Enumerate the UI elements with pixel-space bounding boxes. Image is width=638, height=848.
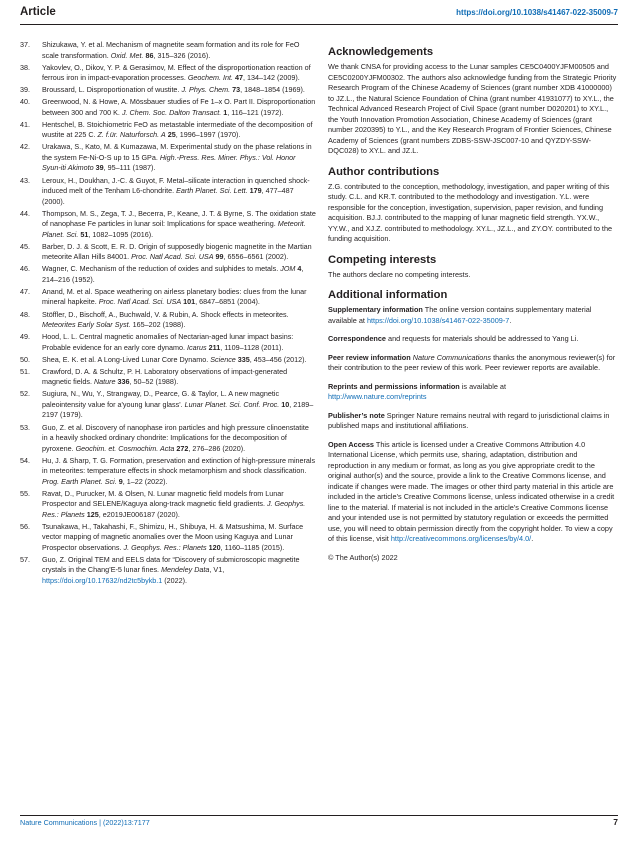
reference-volume: 272 [176, 443, 189, 453]
reference-item [20, 355, 316, 366]
reference-number: 39. [20, 85, 30, 95]
open-access-lead: Open Access [328, 439, 374, 449]
reference-item [20, 367, 316, 388]
reference-number: 55. [20, 488, 30, 498]
reference-item [20, 310, 316, 331]
reference-item [20, 242, 316, 263]
reference-journal: Meteorites Early Solar Syst. [42, 320, 131, 330]
competing-interests-section [328, 254, 618, 281]
reference-segment: , 116–121 (1972). [227, 107, 284, 117]
competing-interests-heading: Competing interests [328, 253, 437, 266]
correspondence-lead: Correspondence [328, 334, 386, 343]
reference-item [20, 287, 316, 308]
reference-text [42, 97, 315, 117]
reference-item [20, 555, 316, 587]
reference-segment: (2022). [162, 575, 188, 585]
reference-segment: Leroux, H., Doukhan, J.-C. & Guyot, F. Metal–silicate interaction in quenched shock-induced melt of the Tenham L6-chondrite. [42, 175, 310, 196]
reference-number: 54. [20, 455, 30, 465]
reference-item [20, 209, 316, 241]
reference-journal: Meteorit. Planet. Sci. [42, 219, 306, 239]
reference-segment: Anand, M. et al. Space weathering on airless planetary bodies: clues from the lunar mineral hapkeite. [42, 286, 307, 307]
reference-segment: , 1848–1854 (1969). [240, 85, 305, 95]
reference-text [42, 355, 307, 364]
reference-item [20, 264, 316, 285]
reference-segment: Tsunakawa, H., Takahashi, F., Shimizu, H., Shibuya, H. & Matsushima, M. Surface vector mapping of magnetic anomalies over the Moon using Kaguya and Lunar Prospector observations. [42, 521, 304, 552]
reference-journal: Geochim. et. Cosmochim. Acta [75, 443, 175, 453]
reference-journal: J. Chem. Soc. Dalton Transact. [121, 107, 222, 117]
reference-text [42, 489, 305, 519]
reference-volume: 25 [167, 130, 176, 140]
reference-number: 46. [20, 264, 30, 274]
reference-segment: , 453–456 (2012). [249, 354, 307, 364]
reference-journal: JOM [280, 264, 296, 274]
reference-number: 42. [20, 142, 30, 152]
reference-volume: 4 [297, 264, 302, 274]
reference-segment: , 1160–1185 (2015). [220, 542, 285, 552]
reference-segment: , 1082–1095 (2016). [88, 229, 154, 239]
reference-segment: , 50–52 (1988). [129, 377, 179, 387]
reprints-text: is available at [459, 381, 507, 391]
reference-item [20, 85, 316, 96]
author-contributions-text: Z.G. contributed to the conception, methodology, investigation, and paper writing of this study. C.L. and KR.T. contributed to the methodology and investigation. Y.L. were responsible for the conception, investigation, supervision, paper revision, and funding acquisition. BJ.J. contributed to the mapping of lunar magnetic field strength. YX.W., YY.W., and XJ.Z. contributed to methodology. XY.L., JZ.L., and ZY.OY. contributed to the funding acquisition. [328, 181, 613, 243]
back-matter-column [328, 46, 618, 563]
reference-text [42, 40, 299, 60]
correspondence-text: and requests for materials should be addressed to Yang Li. [385, 334, 579, 343]
reference-segment: Shizukawa, Y. et al. Mechanism of magnetite seam formation and its role for FeO scale transformation. [42, 40, 300, 60]
reference-journal: Science [210, 354, 236, 364]
reference-text [42, 310, 289, 330]
reference-journal: High.-Press. Res. Miner. Phys.: Vol. Honor Syun-iti Akimoto [42, 152, 296, 173]
reference-segment: Barber, D. J. & Scott, E. R. D. Origin of supposedly biogenic magnetite in the Martian meteorite Allan Hills 84001. [42, 241, 312, 262]
reference-volume: 73 [232, 85, 241, 95]
reference-segment: Broussard, L. Disproportionation of wustite. [42, 85, 182, 95]
reference-segment: , 214–216 (1952). [42, 264, 304, 284]
reference-volume: 99 [215, 252, 224, 262]
reference-text [42, 389, 313, 419]
reference-number: 51. [20, 366, 30, 376]
open-access-end: . [531, 534, 534, 543]
reference-number: 44. [20, 208, 30, 218]
reference-volume: 335 [237, 354, 250, 364]
reference-number: 37. [20, 40, 30, 49]
supplementary-information-paragraph: Supplementary information The online version contains supplementary material available at https://doi.org/10.1038/s41467-022-35009-7. [328, 305, 592, 325]
reference-segment: Wagner, C. Mechanism of the reduction of oxides and sulphides to metals. [42, 264, 281, 274]
open-access-paragraph [328, 440, 618, 545]
reference-segment: Shea, E. K. et al. A Long-Lived Lunar Core Dynamo. [42, 354, 211, 364]
reference-text [42, 264, 303, 284]
reference-text [42, 367, 287, 387]
reference-item [20, 176, 316, 208]
reference-number: 47. [20, 286, 30, 296]
page-number: 7 [613, 817, 618, 827]
reference-number: 41. [20, 119, 30, 129]
reference-journal: Icarus [187, 342, 207, 352]
reference-segment: , e2019JE006187 (2020). [98, 509, 180, 519]
reference-journal: Geochem. Int. [187, 73, 233, 83]
reprints-paragraph [328, 382, 618, 403]
reference-volume: 211 [208, 342, 221, 352]
reference-text [42, 120, 312, 140]
author-contributions-section [328, 166, 618, 245]
publisher-note-text: Springer Nature remains neutral with regard to jurisdictional claims in published maps and institutional affiliations. [328, 410, 610, 430]
supplementary-information-link[interactable]: https://doi.org/10.1038/s41467-022-35009-7 [366, 315, 510, 325]
reference-segment: , 315–326 (2016). [153, 50, 211, 60]
reference-journal: Lunar Planet. Sci. Conf. Proc. [184, 399, 280, 409]
reference-volume: 101 [183, 297, 196, 307]
reference-text [42, 423, 309, 453]
competing-interests-text: The authors declare no competing interests. [328, 269, 471, 279]
reference-text [42, 242, 312, 262]
reference-text [42, 85, 305, 94]
reference-volume: 1 [223, 107, 228, 117]
peer-review-text: thanks the anonymous reviewer(s) for their contribution to the peer review of this work. Peer reviewer reports are available. [328, 352, 616, 372]
reference-volume: 86 [145, 50, 154, 60]
reference-volume: 47 [234, 73, 243, 83]
reference-segment: , 2189–2197 (1979). [42, 399, 314, 420]
doi-link[interactable]: https://doi.org/10.1038/s41467-022-35009-7 [456, 8, 618, 17]
reprints-link[interactable]: http://www.nature.com/reprints [328, 392, 427, 401]
author-contributions-heading: Author contributions [328, 165, 440, 178]
reference-text [42, 522, 303, 552]
reference-number: 38. [20, 62, 30, 72]
license-link[interactable]: http://creativecommons.org/licenses/by/4.0/ [390, 534, 532, 543]
reference-segment: , 6847–6851 (2004). [195, 297, 260, 307]
acknowledgements-text: We thank CNSA for providing access to the Lunar samples CE5C0400YJFM00505 and CE5C0200YJFM00302. The authors also acknowledge funding from the Strategic Priority Research Program of the Chinese Academy of Sciences (grant number XDB 41000000) to JZ.L., the Natural Science Foundation of China (grant number 41931077) to XY.L., the Technical Advanced Research Project of Civil Space (grant number D020201) to XY.L., the Youth Innovation Promotion Association, Chinese Academy of Sciences (grant number 2020395) to Y.L., and the Key Research Program of Frontier Sciences, Chinese Academy of Sciences (grant numbers ZDBS-SSW-JSC007-10 and QYZDY-SSW-DQC028) to XY.L. and JZ.L. [328, 62, 617, 155]
open-access-text: This article is licensed under a Creative Commons Attribution 4.0 International License, which permits use, sharing, adaptation, distribution and reproduction in any medium or format, as long as you give appropriate credit to the original author(s) and the source, provide a link to the Creative Commons license, and indicate if changes were made. The images or other third party material in this article are included in the article’s Creative Commons license, unless indicated otherwise in a credit line to the material. If material is not included in the article’s Creative Commons license and your intended use is not permitted by statutory regulation or exceeds the permitted use, you will need to obtain permission directly from the copyright holder. To view a copy of this license, visit [328, 439, 615, 543]
correspondence-paragraph [328, 334, 618, 345]
acknowledgements-section [328, 46, 618, 157]
peer-review-paragraph [328, 353, 618, 374]
reference-journal: Earth Planet. Sci. Lett. [176, 186, 248, 196]
reference-volume: 179 [249, 186, 262, 196]
reference-segment: Crawford, D. A. & Schultz, P. H. Laboratory observations of impact-generated magnetic fields. [42, 366, 288, 387]
reference-number: 53. [20, 422, 30, 432]
copyright-notice: © The Author(s) 2022 [328, 552, 398, 562]
reference-journal: J. Geophys. Res.: Planets [123, 542, 207, 552]
reference-volume: 125 [86, 509, 99, 519]
reference-item [20, 489, 316, 521]
footer-rule [20, 815, 618, 816]
reference-journal: Oxid. Met. [110, 50, 144, 60]
reference-number: 45. [20, 241, 30, 251]
reference-number: 52. [20, 389, 30, 399]
reference-segment: Urakawa, S., Kato, M. & Kumazawa, M. Experimental study on the phase relations in the system Fe-Ni-O-S up to 15 GPa. [42, 142, 312, 162]
reference-journal: Prog. Earth Planet. Sci. [42, 476, 117, 486]
reference-segment: Stöffler, D., Bischoff, A., Buchwald, V. & Rubin, A. Shock effects in meteorites. [42, 309, 289, 319]
reference-number: 57. [20, 554, 30, 564]
reference-number: 40. [20, 97, 30, 107]
reference-journal: Proc. Natl Acad. Sci. USA [98, 297, 182, 307]
reference-item [20, 120, 316, 141]
reference-volume: 39 [95, 163, 104, 173]
publisher-note-lead: Publisher’s note [328, 410, 385, 420]
reference-volume: 336 [117, 377, 130, 387]
reference-journal: Proc. Natl Acad. Sci. USA [131, 252, 214, 262]
reference-journal: J. Geophys. Res.: Planets [42, 499, 306, 519]
additional-information-heading: Additional information [328, 289, 448, 301]
reference-segment: , V1, [209, 565, 225, 575]
reference-segment: , 1–22 (2022). [122, 476, 168, 486]
reference-item [20, 332, 316, 353]
reference-item [20, 63, 316, 84]
supplementary-information-lead: Supplementary information [328, 305, 423, 314]
reprints-lead: Reprints and permissions information [328, 381, 460, 391]
reference-text [42, 142, 312, 172]
reference-number: 50. [20, 354, 30, 364]
acknowledgements-heading: Acknowledgements [328, 46, 434, 58]
reference-segment: , 477–487 (2000). [42, 186, 294, 206]
footer-journal-citation: Nature Communications | (2022)13:7177 [20, 818, 150, 827]
reference-segment: Thompson, M. S., Zega, T. J., Becerra, P., Keane, J. T. & Byrne, S. The oxidation state of nanophase Fe particles in lunar soil: Implications for space weathering. [42, 208, 316, 229]
reference-item [20, 142, 316, 174]
reference-item [20, 97, 316, 118]
reference-volume: 10 [281, 399, 290, 409]
peer-review-lead: Peer review information [328, 352, 411, 362]
reference-text [42, 287, 307, 307]
reference-segment: Guo, Z. et al. Discovery of nanophase iron particles and high pressure clinoenstatite in a heavily shocked ordinary chondrite: Implications for the decomposition of pyroxene. [42, 422, 309, 453]
reference-item [20, 40, 316, 61]
reference-number: 43. [20, 175, 30, 185]
reference-segment: Guo, Z. Original TEM and EELS data for “Discovery of submicroscopic magnetite crystals in the Chang’E-5 lunar fines. [42, 554, 300, 575]
publisher-note-paragraph [328, 411, 618, 432]
reference-segment: Hu, J. & Sharp, T. G. Formation, preservation and extinction of high-pressure minerals in meteorites: temperature effects in shock metamorphism and shock classification. [42, 455, 316, 476]
article-section-label: Article [20, 6, 56, 18]
reference-text [42, 176, 310, 206]
reference-segment: , 95–111 (1987). [103, 163, 156, 173]
reference-segment: , 134–142 (2009). [242, 73, 300, 83]
reference-text [42, 456, 315, 486]
reference-volume: 120 [208, 542, 221, 552]
reference-number: 48. [20, 309, 30, 319]
reference-segment: , 1109–1128 (2011). [220, 342, 284, 352]
reference-text [42, 209, 316, 239]
reference-segment: , 1996–1997 (1970). [175, 130, 241, 140]
reference-text [42, 63, 311, 83]
reference-segment: Ravat, D., Purucker, M. & Olsen, N. Lunar magnetic field models from Lunar Prospector and SELENE/Kaguya along-track magnetic field gradients. [42, 488, 284, 509]
reference-item [20, 389, 316, 421]
reference-volume: 9 [118, 476, 123, 486]
reference-item [20, 423, 316, 455]
reference-list [20, 40, 316, 588]
reference-segment: Yakovlev, O., Dikov, Y. P. & Gerasimov, M. Effect of the disproportionation reaction of ferrous iron in impact-evaporation processes. [42, 62, 311, 83]
reference-item [20, 456, 316, 488]
reference-journal: Mendeley Data [161, 565, 210, 575]
reference-segment: Sugiura, N., Wu, Y., Strangway, D., Pearce, G. & Taylor, L. A new magnetic paleointensity value for a'young lunar glass'. [42, 389, 280, 409]
reference-journal: J. Phys. Chem. [181, 85, 231, 95]
reference-text [42, 555, 300, 585]
peer-review-journal-name: Nature Communications [410, 352, 492, 362]
reference-segment: 165–202 (1988). [130, 320, 186, 330]
supplementary-information-text: The online version contains supplementary material available at [328, 305, 592, 325]
reference-journal: Nature [93, 377, 116, 387]
page-header [20, 4, 618, 25]
reference-journal: Z. f.ür. Naturforsch. A [97, 130, 166, 140]
reference-segment: Hentschel, B. Stoichiometric FeO as metastable intermediate of the decomposition of wustite at 225 C. [42, 119, 313, 140]
additional-information-section [328, 289, 618, 563]
reference-number: 49. [20, 332, 30, 342]
reference-segment: , 6556–6561 (2002). [223, 252, 289, 262]
reference-segment: Greenwood, N. & Howe, A. Mössbauer studies of Fe 1–x O. Part II. Disproportionation between 300 and 700 K. [42, 97, 316, 117]
reference-doi-link[interactable]: https://doi.org/10.17632/nd2tc5bykb.1 [42, 575, 163, 585]
reference-item [20, 522, 316, 554]
reference-number: 56. [20, 521, 30, 531]
reference-text [42, 332, 293, 352]
reference-segment: Hood, L. L. Central magnetic anomalies of Nectarian-aged lunar impact basins: Probable evidence for an early core dynamo. [42, 332, 294, 352]
reference-segment: , 276–286 (2020). [188, 443, 246, 453]
reference-volume: 51 [80, 229, 89, 239]
